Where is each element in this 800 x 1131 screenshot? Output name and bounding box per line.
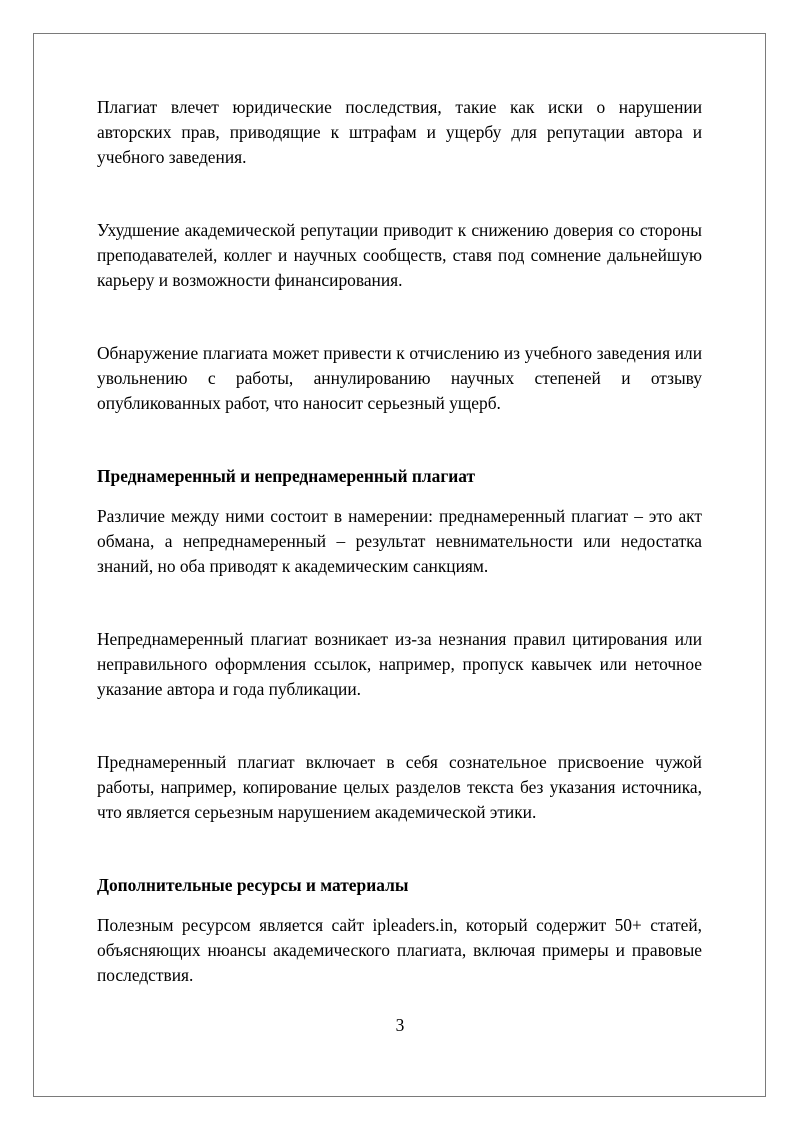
page-number: 3	[395, 1015, 405, 1035]
page-content	[97, 95, 702, 988]
paragraph-legal-consequences: Плагиат влечет юридические последствия, такие как иски о нарушении авторских прав, приводящие к штрафам и ущербу для репутации автора и учебного заведения.	[97, 97, 702, 167]
paragraph-unintentional: Непреднамеренный плагиат возникает из-за незнания правил цитирования или неправильного оформления ссылок, например, пропуск кавычек или неточное указание автора и года публикации.	[97, 629, 702, 699]
paragraph-intentional: Преднамеренный плагиат включает в себя сознательное присвоение чужой работы, например, копирование целых разделов текста без указания источника, что является серьезным нарушением академической этики.	[97, 752, 702, 822]
section-heading-resources: Дополнительные ресурсы и материалы	[97, 875, 409, 895]
paragraph-resources: Полезным ресурсом является сайт ipleaders.in, который содержит 50+ статей, объясняющих нюансы академического плагиата, включая примеры и правовые последствия.	[97, 915, 702, 985]
paragraph-detection: Обнаружение плагиата может привести к отчислению из учебного заведения или увольнению с работы, аннулированию научных степеней и отзыву опубликованных работ, что наносит серьезный ущерб.	[97, 343, 702, 413]
paragraph-reputation: Ухудшение академической репутации приводит к снижению доверия со стороны преподавателей, коллег и научных сообществ, ставя под сомнение дальнейшую карьеру и возможности финансирования.	[97, 220, 702, 290]
section-heading-intentional: Преднамеренный и непреднамеренный плагиат	[97, 466, 476, 486]
paragraph-difference: Различие между ними состоит в намерении: преднамеренный плагиат – это акт обмана, а непреднамеренный – результат невнимательности или недостатка знаний, но оба приводят к академическим санкциям.	[97, 506, 702, 576]
